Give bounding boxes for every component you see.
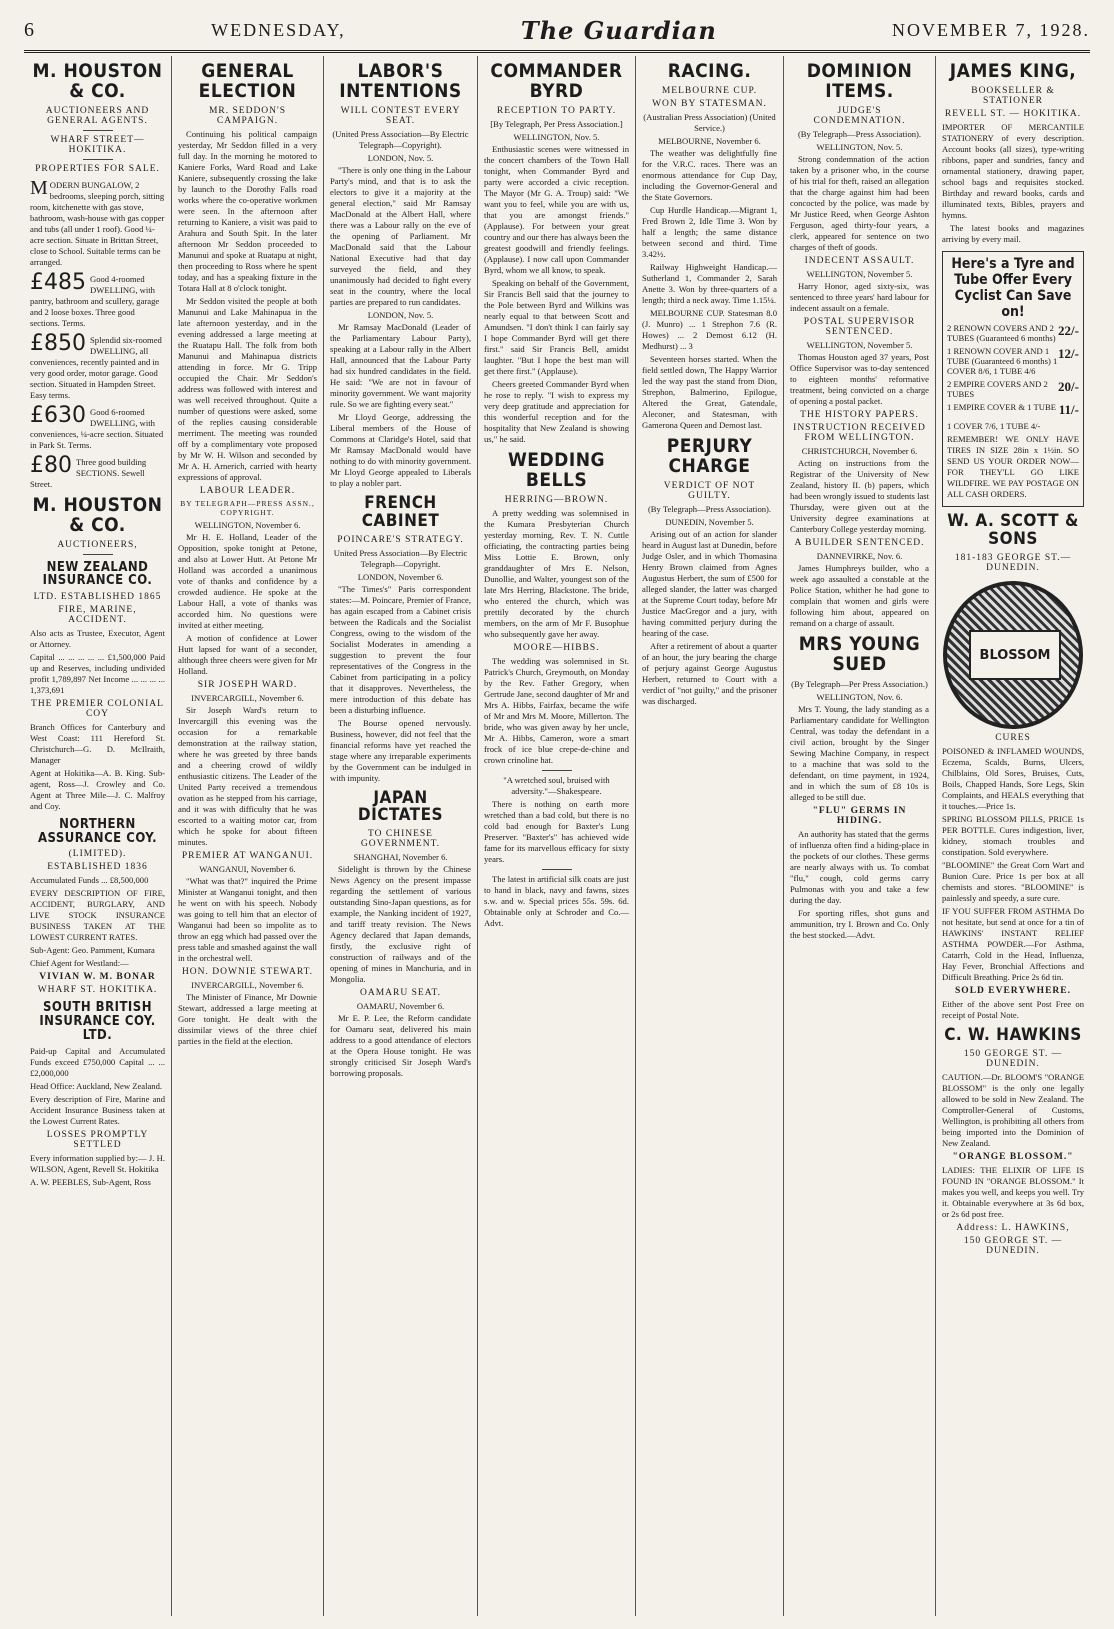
article-paragraph: A pretty wedding was solemnised in the Kumara Presbyterian Church yesterday morning, Rev. T. N. Cuttle officiating, the contracting parties being Miss Lottie E. Brown, only granddaughter of Mrs E. Nelson, Dunollie, and Walter, youngest son of the late Mrs Herring, Blackstone. The bride, who entered the church, which was prettily decorated by the church members, on the arm of Mr F. Busophue who subsequently gave her away. xyxy=(484,507,629,639)
divider xyxy=(83,554,113,555)
houston-address: WHARF STREET—HOKITIKA. xyxy=(50,134,145,155)
sold-everywhere: SOLD EVERYWHERE. xyxy=(955,986,1071,996)
drop-cap: M xyxy=(30,176,48,199)
property-ad-4-text: Good 6-roomed DWELLING, with conveniences, ¼-acre section. Situated in Park St. Terms. xyxy=(30,406,164,450)
tyre-row-price: 22/- xyxy=(1058,323,1079,339)
tyre-price-list xyxy=(947,323,1079,431)
tyre-row-label: 1 RENOWN COVER AND 1 TUBE (Guaranteed 6 months) 1 COVER 8/6, 1 TUBE 4/6 xyxy=(947,346,1058,377)
article-paragraph: The Minister of Finance, Mr Downie Stewart, addressed a large meeting at Gore tonight. He dealt with the dissimilar views of the three chief parties in the field at the election. xyxy=(178,991,317,1046)
tyre-row-price: 12/- xyxy=(1058,346,1079,362)
northern-limited: (LIMITED). xyxy=(68,849,127,860)
properties-heading: PROPERTIES FOR SALE. xyxy=(35,163,160,174)
dateline: DANNEVIRKE, Nov. 6. xyxy=(816,550,903,561)
property-ad-1 xyxy=(30,176,165,268)
property-price: £485 xyxy=(30,269,86,295)
article-paragraph: Thomas Houston aged 37 years, Post Office Supervisor was to-day sentenced to eighteen months' reformative treatment, being convicted on a charge of opening a postal packet. xyxy=(790,351,929,406)
column-6 xyxy=(784,56,936,1616)
dateline: WELLINGTON, Nov. 6. xyxy=(816,691,903,702)
dominion-items-heading: DOMINION ITEMS. xyxy=(806,60,913,102)
article-paragraph: The weather was delightfully fine for the V.R.C. races. There was an enormous attendance for Cup Day, including the Governor-General and the State Governors. xyxy=(642,147,777,202)
property-ad-2 xyxy=(30,269,165,329)
dateline: DUNEDIN, November 5. xyxy=(665,516,754,527)
northern-chief-agent: Chief Agent for Westland:— xyxy=(30,958,129,969)
nz-insurance-capital: Capital ... ... ... ... ... £1,500,000 Paid up and Reserves, including undivided profit 1,789,897 Net Income ... ... ... ... 1,373,691 xyxy=(30,652,165,696)
column-5 xyxy=(636,56,784,1616)
melbourne-cup-subheading: MELBOURNE CUP. xyxy=(661,85,758,96)
blossom-logo-icon xyxy=(943,581,1083,729)
masthead xyxy=(24,10,1090,53)
tyre-price-row xyxy=(947,323,1079,343)
property-ad-3 xyxy=(30,330,165,401)
mrs-young-sued-heading: MRS YOUNG SUED xyxy=(798,632,921,675)
northern-assurance-heading: NORTHERN ASSURANCE COY. xyxy=(37,817,158,846)
property-ad-5-text: Three good building SECTIONS. Sewell Street. xyxy=(30,456,147,489)
racing-heading: RACING. xyxy=(667,60,752,82)
tyre-row-label: 1 COVER 7/6, 1 TUBE 4/- xyxy=(947,421,1041,432)
king-description: IMPORTER OF MERCANTILE STATIONERY of every description. Account books (all sizes), type-writing ribbons, paper and sundries, fancy and ornamental stationery, drawing paper, school bags and requisites stocked. Birthday and reward books, cards and illuminated texts, Bibles, prayers and hymns. xyxy=(942,121,1084,220)
statesman-subheading: WON BY STATESMAN. xyxy=(652,98,767,109)
dateline: WELLINGTON, Nov. 5. xyxy=(513,131,600,142)
tyre-row-label: 2 EMPIRE COVERS AND 2 TUBES xyxy=(947,379,1048,400)
northern-subagent: Sub-Agent: Geo. Pamment, Kumara xyxy=(30,945,155,956)
property-ad-4 xyxy=(30,402,165,451)
peebles-subagent: A. W. PEEBLES, Sub-Agent, Ross xyxy=(30,1177,151,1188)
seddon-subheading: MR. SEDDON'S CAMPAIGN. xyxy=(208,105,287,126)
post-free-note: Either of the above sent Post Free on receipt of Postal Note. xyxy=(942,999,1084,1020)
article-paragraph: The Bourse opened nervously. Business, however, did not feel that the financial reforms have yet reached the stage where any irreparable experiments by the Government can be indulged in with impunity. xyxy=(330,717,471,783)
dateline: WANGANUI, November 6. xyxy=(199,863,296,874)
article-paragraph: Strong condemnation of the action taken by a prisoner who, in the course of his trial for theft, raised an allegation that the charge against him had been concocted by the police, was made by Mr Justice Reed, when George Ashton Ferguson, aged thirty-four years, a clerk, appeared for sentence on two charges of theft of goods. xyxy=(790,153,929,252)
divider xyxy=(542,770,572,771)
property-ad-2-text: Good 4-roomed DWELLING, with pantry, bathroom and scullery, garage and 2 loose boxes. Three good sections. Terms. xyxy=(30,273,160,328)
tyre-row-price: 20/- xyxy=(1058,379,1079,395)
property-price: £80 xyxy=(30,452,72,478)
bonar-name: VIVIAN W. M. BONAR xyxy=(39,972,156,983)
hawkins-heading: C. W. HAWKINS xyxy=(944,1025,1082,1045)
advertisement: There is nothing on earth more wretched than a bad cold, but there is no cold bad enough for Baxter's Lung Preserver. "Baxter's" has achieved wide fame for its marvellous efficacy for sixty years. xyxy=(484,798,629,864)
french-cabinet-heading: FRENCH CABINET xyxy=(361,492,440,531)
dateline: LONDON, Nov. 5. xyxy=(367,152,434,163)
downie-stewart-subheading: HON. DOWNIE STEWART. xyxy=(181,966,314,977)
article-paragraph: Speaking on behalf of the Government, Sir Francis Bell said that the journey to the Pole between Byrd and Wilkins was nearly equal to that between Scott and Amundsen. "I don't think I can fairly say I hope Commander Byrd will get there first." said Sir Francis Bell, amidst laughter. "But I hope the best man will get there first." (Applause). xyxy=(484,277,629,376)
south-british-head-office: Head Office: Auckland, New Zealand. xyxy=(30,1081,163,1092)
agents: Agent at Hokitika—A. B. King. Sub-agent, Ross—J. Crowley and Co. Agent at Three Mile—J. C. Malfroy and Coy. xyxy=(30,768,165,812)
south-british-heading: SOUTH BRITISH INSURANCE COY. LTD. xyxy=(39,1000,156,1043)
dateline: MELBOURNE, November 6. xyxy=(658,135,761,146)
james-king-heading: JAMES KING, xyxy=(949,60,1077,82)
dateline: LONDON, November 6. xyxy=(357,571,444,582)
tyre-price-row xyxy=(947,421,1079,431)
article-paragraph: James Humphreys builder, who a week ago assaulted a constable at the Police Station, whither he had gone to complain that women and girls were following him about, appeared on remand on a charge of assault. xyxy=(790,562,929,628)
northern-description: EVERY DESCRIPTION OF FIRE, ACCIDENT, BURGLARY, AND LIVE STOCK INSURANCE BUSINESS TAKEN AT THE LOWEST CURRENT RATES. xyxy=(30,888,165,943)
article-paragraph: Mr H. E. Holland, Leader of the Opposition, spoke tonight at Petone, and also at Lower Hutt. At Petone Mr Holland was accorded a unanimous vote of thanks and confidence by a crowded audience. He spoke at the Labour Hall, a vote of thanks was accorded him. No questions were invited at either meeting. xyxy=(178,531,317,630)
caution-notice: CAUTION.—Dr. BLOOM'S "ORANGE BLOSSOM" is the only one legally allowed to be sold in New Zealand. The Comptroller-General of Customs, Wellington, is prohibiting all others from being imported into the Dominion of New Zealand. xyxy=(942,1071,1084,1148)
northern-funds: Accumulated Funds ... £8,500,000 xyxy=(30,875,149,886)
wounds-ad: POISONED & INFLAMED WOUNDS, Eczema, Scalds, Burns, Ulcers, Chilblains, Old Sores, Bruises, Cuts, Boils, Chapped Hands, Sore Legs, Skin Complaints, and HEALS everything that it touches.—Price 1s. xyxy=(942,746,1084,811)
orange-blossom-title: "ORANGE BLOSSOM." xyxy=(952,1151,1074,1162)
wanganui-subheading: PREMIER AT WANGANUI. xyxy=(181,850,314,861)
article-paragraph: Sir Joseph Ward's return to Invercargill this evening was the occasion for a remarkable demonstration at the railway station, where he was greeted by three bands and a cheering crowd of wildly enthusiastic citizens. The Leader of the United Party received a tremendous ovation as he stepped from his carriage, and it was with difficulty that he was escorted to a waiting motor car, from which he spoke for about fifteen minutes. xyxy=(178,704,317,847)
commander-byrd-heading: COMMANDER BYRD xyxy=(490,60,623,102)
scott-sons-heading: W. A. SCOTT & SONS xyxy=(947,511,1079,550)
not-guilty-subheading: VERDICT OF NOT GUILTY. xyxy=(663,480,756,501)
bonar-address: WHARF ST. HOKITIKA. xyxy=(37,985,158,996)
houston-heading: M. HOUSTON & CO. xyxy=(32,60,163,102)
oamaru-subheading: OAMARU SEAT. xyxy=(360,988,441,999)
tyre-remember: REMEMBER! WE ONLY HAVE TIRES IN SIZE 28in x 1½in. SO SEND US YOUR ORDER NOW—FOR THEY'LL GO LIKE WILDFIRE. WE PAY POSTAGE ON ALL CASH ORDERS. xyxy=(947,434,1079,500)
tyre-price-row xyxy=(947,402,1079,418)
general-election-heading: GENERAL ELECTION xyxy=(198,60,297,102)
press-credit: United Press Association—By Electric Telegraph—Copyright. xyxy=(333,547,468,569)
moore-hibbs-subheading: MOORE—HIBBS. xyxy=(513,642,600,653)
hawkins-address: 150 GEORGE ST. — DUNEDIN. xyxy=(963,1048,1063,1069)
cures-label: CURES xyxy=(995,733,1031,743)
article-paragraph: Cheers greeted Commander Byrd when he rose to reply. "I wish to express my very deep gratitude and appreciation for this wonderful reception and for the hospitality that New Zealand is showing us," he said. xyxy=(484,378,629,444)
tyre-offer-title: Here's a Tyre and Tube Offer Every Cyclist Can Save on! xyxy=(951,255,1075,321)
article-paragraph: Mr Ramsay MacDonald (Leader of the Parliamentary Labour Party), speaking at a Labour rally in the Albert Hall, announced that the Labour Party had six hundred candidates in the field. He said: "We are not in favour of minority government. We want majority rule. So we are fighting every seat." xyxy=(330,321,471,409)
indecent-assault-subheading: INDECENT ASSAULT. xyxy=(804,255,915,266)
perjury-charge-heading: PERJURY CHARGE xyxy=(666,434,753,477)
column-1 xyxy=(24,56,172,1616)
article-paragraph: Continuing his political campaign yesterday, Mr Seddon filled in a very full day. In the morning he motored to Kaniere Forks, Ward Road and Lake Kaniere, subsequently crossing the lake by launch to the Dorothy Falls road works where the co-operative workmen were seen. In the afternoon after returning to Kaniere, a visit was paid to Arahura and South Spit. In the later afternoon Mr Seddon proceeded to Manunui and spoke at Ruatapu at night, then proceeding to Ross where he spent today, and has a speaking fixture in the Totara Hall at 8 o'clock tonight. xyxy=(178,128,317,293)
article-paragraph: Enthusiastic scenes were witnessed in the concert chambers of the Town Hall tonight, when Commander Byrd and party were accorded a civic reception. The Mayor (Mr G. A. Troup) said: "We want you to feel, while you are with us, that you are amongst friends." (Applause). For between your great country and our there has always been the greatest goodwill and friendly feelings. (Applause). I now call upon Commander Byrd, whom we all know, to speak. xyxy=(484,143,629,275)
tyre-price-row xyxy=(947,346,1079,376)
asthma-ad: IF YOU SUFFER FROM ASTHMA Do not hesitate, but send at once for a tin of HAWKINS' INSTANT RELIEF ASTHMA POWDER.—For Asthma, Catarrh, Cold in the Head, Influenza, Hay Fever, Bronchial Affections and Difficult Breathing. Price 2s 6d tin. xyxy=(942,906,1084,982)
race-result: Railway Highweight Handicap.—Sutherland 1, Commander 2, Sarah Anette 3. Won by three-quarters of a length; third a neck away. Time 1.15¼. xyxy=(642,261,777,305)
race-result: MELBOURNE CUP. Statesman 8.0 (J. Munro) ... 1 Strephon 7.6 (R. Howes) ... 2 Demost 6.12 (H. Medhurst) ... 3 xyxy=(642,307,777,351)
instruction-subheading: INSTRUCTION RECEIVED FROM WELLINGTON. xyxy=(793,422,926,443)
poincare-subheading: POINCARE'S STRATEGY. xyxy=(337,534,464,545)
dateline: OAMARU, November 6. xyxy=(356,1001,445,1012)
page-number: 6 xyxy=(24,18,36,41)
article-paragraph: "There is only one thing in the Labour Party's mind, and that is to ask the electors to give it a majority at the general election," said Mr Ramsay MacDonald at the Albert Hall, where there was a Labour rally on the eve of the opening of Parliament. Mr MacDonald said that the Labour National Executive had that day surveyed the field, and they unanimously had decided to fight every seat in the country, where the local parties are prepared to run candidates. xyxy=(330,164,471,307)
article-paragraph: Acting on instructions from the Registrar of the University of New Zealand, history II. (b) papers, which had been wrongly issued to students last Thursday, were given out at the University degree examinations at Canterbury College yesterday morning. xyxy=(790,457,929,534)
dateline: WELLINGTON, Nov. 5. xyxy=(816,141,903,152)
dateline: WELLINGTON, November 6. xyxy=(194,519,301,530)
article-paragraph: A motion of confidence at Lower Hutt lapsed for want of a seconder, although three cheers were given for Mr Holland. xyxy=(178,632,317,676)
houston-heading-2: M. HOUSTON & CO. xyxy=(32,493,163,536)
masthead-date: NOVEMBER 7, 1928. xyxy=(891,19,1090,40)
race-result: Cup Hurdle Handicap.—Migrant 1, Fred Brown 2, Idle Time 3. Won by half a length; the same distance between second and third. Time 3.42½. xyxy=(642,204,777,259)
tyre-offer-box xyxy=(942,251,1084,507)
joseph-ward-subheading: SIR JOSEPH WARD. xyxy=(197,679,298,690)
nz-insurance-heading: NEW ZEALAND INSURANCE CO. xyxy=(42,559,153,589)
property-price: £850 xyxy=(30,330,86,356)
article-paragraph: Mrs T. Young, the lady standing as a Parliamentary candidate for Wellington Central, was today the defendant in a civil action, brought by the Singer Sewing Machine Company, in respect to a machine that was sold to the defendant, on time payment, in 1924, and in which the sum of £8 10s is alleged to be still due. xyxy=(790,703,929,802)
ladies-ad: LADIES: THE ELIXIR OF LIFE IS FOUND IN "ORANGE BLOSSOM." It makes you well, and keeps you well. Try it. Obtainable everywhere at 3s 6d box, or 2s 6d post free. xyxy=(942,1164,1084,1219)
property-price: £630 xyxy=(30,402,86,428)
wilson-agent: Every information supplied by:— J. H. WILSON, Agent, Revell St. Hokitika xyxy=(30,1153,165,1175)
column-7 xyxy=(936,56,1090,1616)
branch-offices: Branch Offices for Canterbury and West Coast: 111 Hereford St. Christchurch—G. D. McIlraith, Manager xyxy=(30,722,165,766)
wedding-bells-heading: WEDDING BELLS xyxy=(507,448,606,491)
nz-insurance-trustee: Also acts as Trustee, Executor, Agent or Attorney. xyxy=(30,628,165,650)
press-credit: BY TELEGRAPH—PRESS ASSN., COPYRIGHT. xyxy=(180,498,315,517)
contest-seat-subheading: WILL CONTEST EVERY SEAT. xyxy=(340,105,461,126)
article-paragraph: An authority has stated that the germs of influenza often find a hiding-place in the pockets of our clothes. These germs are nearly always with us. To combat "flu," cough, cold germs carry Pulmonas with you and take a few during the day. xyxy=(790,828,929,905)
press-credit: [By Telegraph, Per Press Association.] xyxy=(490,118,623,129)
herring-brown-subheading: HERRING—BROWN. xyxy=(504,494,609,505)
article-paragraph: Sidelight is thrown by the Chinese News Agency on the present impasse regarding the settlement of various outstanding Sino-Japan questions, as for example, the Nanking incident of 1927, and tariff treaty revision. The News Agency declared that Japan demands, firstly, the exclusive right of construction of railways and of the opening of mines in Manchuria, and in Mongolia. xyxy=(330,864,471,985)
king-address: REVELL ST. — HOKITIKA. xyxy=(944,108,1082,119)
article-paragraph: "The Times's" Paris correspondent states:—M. Poincare, Premier of France, has again escaped from a Cabinet crisis between the Radicals and the Socialist Congress, owing to the wisdom of the Socialist Moderates in amending a suggestion to prevent the four representatives of the Congress in the Cabinet from participating in a policy that it disapproves. Nevertheless, the mere introduction of this debate has been a disturbing influence. xyxy=(330,583,471,715)
article-paragraph: Arising out of an action for slander heard in August last at Dunedin, before Judge Osler, and in which Thomasina Henry Brown claimed from Agnes Augustus Herbert, the sum of £500 for alleged slander, the latter was charged at the Supreme Court today, before Mr Justice MacGregor and a jury, with having committed perjury during the hearing of the case. xyxy=(642,528,777,638)
pills-ad: SPRING BLOSSOM PILLS, PRICE 1s PER BOTTLE. Cures indigestion, liver, kidney, stomach troubles and constipation. Sold everywhere. xyxy=(942,814,1084,857)
article-paragraph: "What was that?" inquired the Prime Minister at Wanganui tonight, and then he went on with his speech. Nobody was going to tell him that an elector of Wanganui had been so impolite as to throw an egg which had passed over the press table and smashed against the wall in the orchestral well. xyxy=(178,875,317,963)
dateline: WELLINGTON, November 5. xyxy=(806,339,913,350)
history-papers-subheading: THE HISTORY PAPERS. xyxy=(800,409,919,420)
column-3 xyxy=(324,56,478,1616)
south-british-capital: Paid-up Capital and Accumulated Funds exceed £750,000 Capital ... ... £2,000,000 xyxy=(30,1046,165,1079)
bloomine-ad: "BLOOMINE" the Great Corn Wart and Bunion Cure. Price 1s per box at all chemists and stores. "BLOOMINE" is painlessly and speedy, a sure cure. xyxy=(942,860,1084,903)
property-ad-5 xyxy=(30,452,165,490)
divider xyxy=(542,869,572,870)
columns xyxy=(24,56,1090,1616)
labors-intentions-heading: LABOR'S INTENTIONS xyxy=(339,60,462,102)
dateline: SHANGHAI, November 6. xyxy=(353,852,448,863)
press-credit: (United Press Association—By Electric Telegraph—Copyright). xyxy=(332,128,469,150)
divider xyxy=(83,159,113,160)
tyre-row-label: 1 EMPIRE COVER & 1 TUBE xyxy=(947,402,1056,413)
tyre-row-label: 2 RENOWN COVERS AND 2 TUBES (Guaranteed 6 months) xyxy=(947,323,1056,344)
losses-settled: LOSSES PROMPTLY SETTLED xyxy=(46,1130,149,1151)
quotation: "A wretched soul, bruised with adversity."—Shakespeare. xyxy=(503,774,610,796)
tyre-price-row xyxy=(947,379,1079,399)
dateline: CHRISTCHURCH, November 6. xyxy=(801,445,918,456)
dateline: LONDON, Nov. 5. xyxy=(367,309,434,320)
article-paragraph: After a retirement of about a quarter of an hour, the jury bearing the charge of perjury against George Augustus Herbert, returned to Court with a verdict of "not guilty," and the prisoner was discharged. xyxy=(642,640,777,706)
postal-supervisor-subheading: POSTAL SUPERVISOR SENTENCED. xyxy=(803,316,916,337)
blossom-logo-label: BLOSSOM xyxy=(969,630,1061,680)
press-credit: (By Telegraph—Press Association). xyxy=(797,128,922,139)
king-latest-books: The latest books and magazines arriving by every mail. xyxy=(942,222,1084,244)
article-paragraph: Harry Honor, aged sixty-six, was sentenced to three years' hard labour for indecent assault on a female. xyxy=(790,280,929,313)
dateline: WELLINGTON, November 5. xyxy=(806,268,913,279)
press-credit: (Australian Press Association) (United Service.) xyxy=(643,111,776,133)
article-paragraph: Seventeen horses started. When the field settled down, The Happy Warrior led the way past the stand from Dion, Strephon, Balmerino, Epilogue, Altered the Great, Gatendale, Aleconer, and Statesman, with Gamerona Queen and Demost last. xyxy=(642,353,777,430)
article-paragraph: Mr E. P. Lee, the Reform candidate for Oamaru seat, delivered his main address to a good attendance of electors at the Opera House tonight. He was strongly criticised Sir Joseph Ward's borrowing proposals. xyxy=(330,1013,471,1079)
press-credit: (By Telegraph—Press Association). xyxy=(647,503,772,514)
houston-sub: AUCTIONEERS AND GENERAL AGENTS. xyxy=(45,105,150,126)
japan-dictates-heading: JAPAN DICTATES xyxy=(357,787,444,826)
south-british-description: Every description of Fire, Marine and Accident Insurance Business taken at the Lowest Current Rates. xyxy=(30,1094,165,1127)
bookseller-subheading: BOOKSELLER & STATIONER xyxy=(971,85,1055,106)
masthead-day: WEDNESDAY, xyxy=(211,19,346,40)
divider xyxy=(83,130,113,131)
judges-condemnation-subheading: JUDGE'S CONDEMNATION. xyxy=(813,105,906,126)
hawkins-address-2: 150 GEORGE ST. — DUNEDIN. xyxy=(963,1235,1063,1256)
labour-leader-subheading: LABOUR LEADER. xyxy=(199,485,296,496)
reception-subheading: RECEPTION TO PARTY. xyxy=(496,105,617,116)
tyre-row-price: 11/- xyxy=(1058,402,1079,418)
nz-insurance-est: LTD. ESTABLISHED 1865 xyxy=(33,592,162,603)
property-ad-1-text: ODERN BUNGALOW, 2 bedrooms, sleeping porch, sitting room, kitchenette with gas stove, bathroom, wash-house with gas copper and tubs (all under 1 roof). Good ¼-acre section. Situate in Brittan Street, close to School. Suitable terms can be arranged. xyxy=(30,179,165,267)
builder-sentenced-subheading: A BUILDER SENTENCED. xyxy=(794,537,925,548)
column-4 xyxy=(478,56,636,1616)
article-paragraph: Mr Lloyd George, addressing the Liberal members of the House of Commons at Claridge's Hotel, said that Mr Ramsay MacDonald would have nothing to do with minority government. Mr Lloyd George appealed to Liberals to play a nobler part. xyxy=(330,411,471,488)
property-ad-3-text: Splendid six-roomed DWELLING, all conveniences, recently painted and in very good order, motor garage. Good section. Situated in Hampden Street. Easy terms. xyxy=(30,334,162,400)
dateline: INVERCARGILL, November 6. xyxy=(191,979,304,990)
flu-germs-subheading: "FLU" GERMS IN HIDING. xyxy=(812,805,907,826)
northern-est: ESTABLISHED 1836 xyxy=(47,862,148,873)
article-paragraph: The wedding was solemnised in St. Patrick's Church, Greymouth, on Monday by the Rev. Father Gregory, when Gertrude Jane, second daughter of Mr and Mrs A. Hibbs, Fairfax, became the wife of Mr and Mrs M. Moore, Millerton. The bride, who was given away by her uncle, Mr A. Hibbs, Cameron, wore a smart frock of ice blue crepe-de-chine and crown crinoline hat. xyxy=(484,655,629,765)
scott-address: 181-183 GEORGE ST.—DUNEDIN. xyxy=(954,553,1072,573)
paper-title: The Guardian xyxy=(520,15,717,45)
press-credit: (By Telegraph—Per Press Association.) xyxy=(791,678,928,689)
advertisement: The latest in artificial silk coats are just to hand in black, navy and fawns, sizes s.w. and w. Special prices 55s. 59s. 6d. Obtainable only at Schroder and Co.—Advt. xyxy=(484,873,629,928)
chinese-govt-subheading: TO CHINESE GOVERNMENT. xyxy=(360,829,441,850)
hawkins-address-label: Address: L. HAWKINS, xyxy=(956,1222,1070,1233)
column-2 xyxy=(172,56,324,1616)
nz-insurance-lines: FIRE, MARINE, ACCIDENT. xyxy=(58,605,137,626)
dateline: INVERCARGILL, November 6. xyxy=(191,692,304,703)
advertisement: For sporting rifles, shot guns and ammunition, try I. Brown and Co. Only the best stocked.—Advt. xyxy=(790,907,929,940)
premier-colonial: THE PREMIER COLONIAL COY xyxy=(31,699,164,720)
article-paragraph: Mr Seddon visited the people at both Manunui and Lake Mahinapua in the late afternoon yesterday, and in the evening addressed a large meeting at the Ruatapu Hall. The folk from both Manunui and Mahinapua districts attending in force. Mr G. Tripp occupied the Chair. Mr Seddon's address was followed with interest and was well received throughout. Quite a number of questions were asked, some of the replies causing considerable merriment. The meeting was rounded off by a complimentary vote proposed by Mr W. H. Wilson and seconded by Mr A. H. Arnerich, carried with hearty expressions of approval. xyxy=(178,295,317,482)
auctioneers: AUCTIONEERS, xyxy=(57,539,138,550)
